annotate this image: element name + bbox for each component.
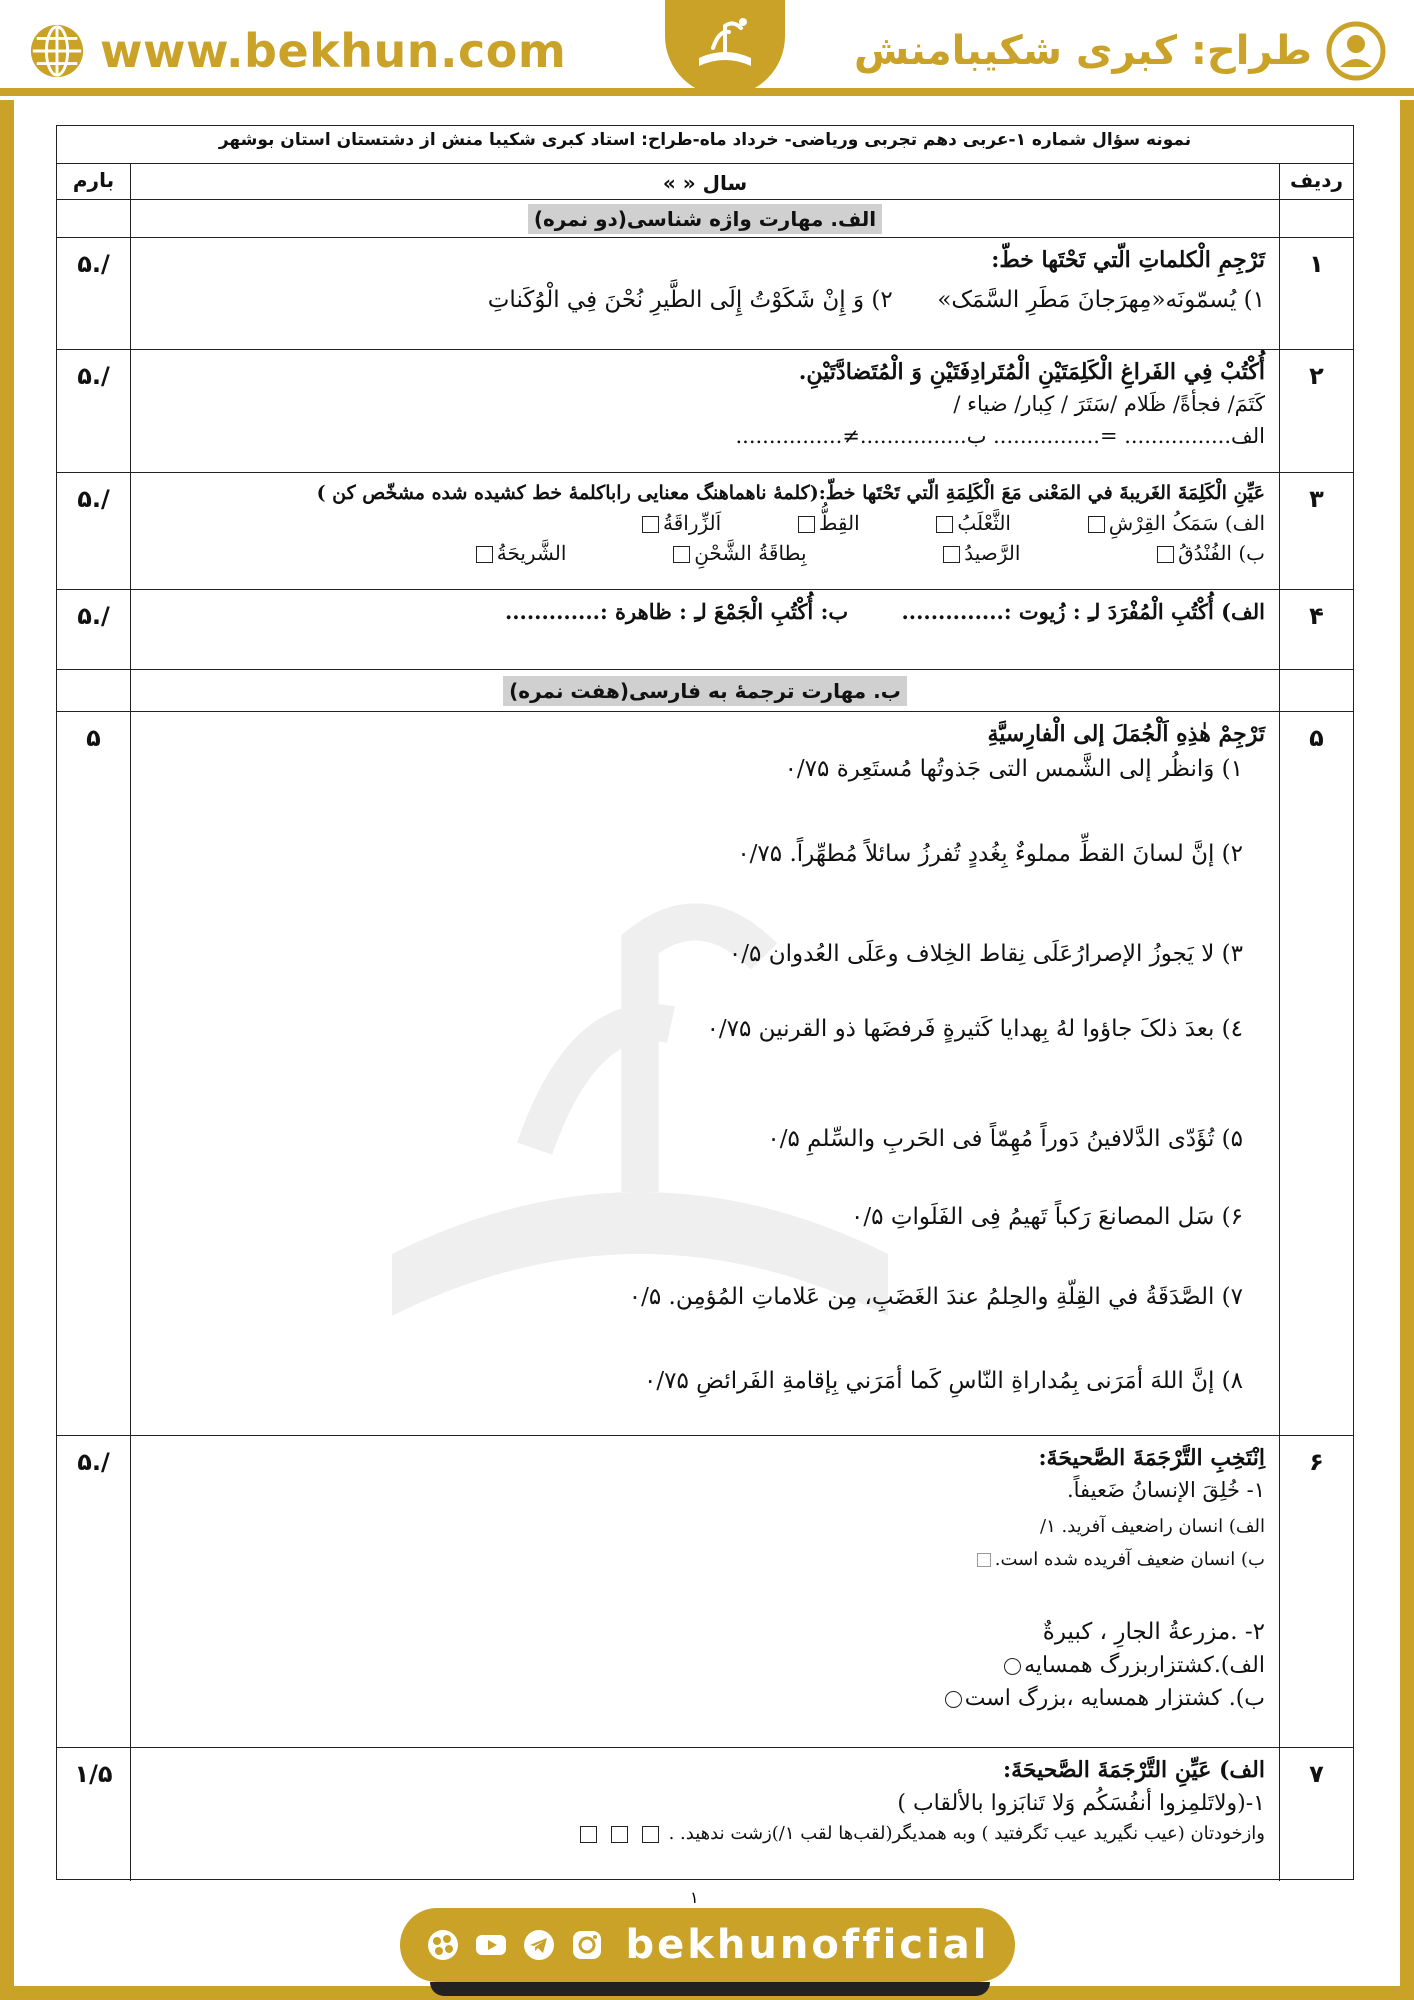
q6-s2-option-b-row (145, 1682, 1265, 1715)
question-7-row (57, 1748, 1353, 1881)
row-score (57, 670, 131, 711)
q3-b-checkbox-1[interactable] (1157, 546, 1174, 563)
q7-score: ۱/۵ (57, 1748, 131, 1881)
col-score-header: بارم (57, 164, 131, 199)
book-logo-icon (685, 8, 765, 88)
q6-s2-radio-a[interactable] (1004, 1658, 1021, 1675)
exam-sheet (56, 125, 1354, 1880)
q6-s1-option-a[interactable]: الف) انسان راضعیف آفرید. ۱/ (1040, 1515, 1265, 1537)
social-handle[interactable]: bekhunofficial (625, 1922, 990, 1968)
header-divider (0, 88, 1414, 96)
q5-sentence-7: ۷) الصَّدَقَةُ في القِلّةِ والحِلمُ عندَ الغَضَبِ، مِن عَلاماتِ المُؤمِن. ۰/۵ (628, 1284, 1243, 1310)
instagram-icon[interactable] (570, 1928, 604, 1962)
q4-score: /.۵ (57, 590, 131, 669)
q6-s2-option-a[interactable]: الف).کشتزاربزرگ همسایه (1024, 1653, 1265, 1678)
q6-sentence-1: ۱- خُلِقَ الإنسانُ ضَعیفاً. (1066, 1478, 1265, 1502)
q6-s2-option-b[interactable]: ب). کشتزار همسایه ،بزرگ است (964, 1686, 1265, 1711)
q4-part-b[interactable]: ب: أُکْتُبِ الْجَمْعَ لـِ : ظاهرة :............. (504, 599, 849, 624)
page-header (0, 0, 1414, 100)
q5-score: ۵ (57, 712, 131, 1435)
q3-b-opt-2: الرَّصیدُ (964, 540, 1021, 565)
q1-item-2: ۲) وَ إِنْ شَکَوْتُ إِلَی الطَّيرِ نُحْنَ فِي الْوُکَناتِ (487, 287, 893, 313)
globe-icon (28, 22, 86, 80)
page-number: ۱ (690, 1888, 699, 1907)
q3-title: عَيِّنِ الْکَلِمَةَ الغَريبةَ في المَعْنی مَعَ الْکَلِمَةِ الّتي تَحْتَها خطّ:(کلمهٔ ناهماهنگ معنایی راباکلمهٔ خط کشیده شده مشخّص کن ) (316, 482, 1265, 504)
q2-title: أُکْتُبْ فِي الفَراغِ الْکَلِمَتَيْنِ الْمُتَرادِفَتَيْنِ وَ الْمُتَضادَّتَيْنِ. (798, 359, 1265, 385)
q7-sentence-1: ۱-(ولاتَلمِزوا أنفُسَکُم وَلا تَنابَزوا بالألقاب ) (897, 1791, 1265, 1816)
row-number (1279, 200, 1353, 237)
q4-number: ۴ (1279, 590, 1353, 669)
q7-checkbox-3[interactable] (580, 1826, 597, 1843)
q4-line (145, 596, 1265, 629)
q6-title: اِنْتَخِبِ التَّرْجَمَةَ الصَّحيحَةَ: (1038, 1445, 1265, 1471)
q6-s2-option-a-row (145, 1649, 1265, 1682)
q7-checkbox-2[interactable] (611, 1826, 628, 1843)
q7-translation-row (145, 1820, 1265, 1847)
col-row-header: ردیف (1279, 164, 1353, 199)
question-3-row (57, 473, 1353, 590)
section-a-row (57, 200, 1353, 238)
q7-title: الف) عَيِّنِ التَّرْجَمَةَ الصَّحيحَةَ: (1002, 1757, 1265, 1783)
q5-number: ۵ (1279, 712, 1353, 1435)
q3-a-checkbox-4[interactable] (642, 516, 659, 533)
q5-sentence-3: ۳) لا یَجوزُ الإصرارُعَلَی نِقاط الخِلاف وعَلَی العُدوان ۰/۵ (728, 941, 1243, 967)
q2-words: کَتَمَ/ فجأةً/ ظَلام /سَتَرَ / کِبار/ ضیاء / (953, 392, 1265, 416)
q5-sentence-5: ۵) تُؤَدّی الدَّلافینُ دَوراً مُهِمّاً فی الحَربِ والسِّلمِ ۰/۵ (767, 1126, 1243, 1152)
q6-score: /.۵ (57, 1436, 131, 1747)
q6-s2-radio-b[interactable] (945, 1691, 962, 1708)
telegram-icon[interactable] (522, 1928, 556, 1962)
q3-b-opt-4: الشَّریحَةُ (496, 540, 567, 565)
section-b-row (57, 670, 1353, 712)
exam-title: نمونه سؤال شماره ۱-عربی دهم تجربی وریاضی- خرداد ماه-طراح: استاد کبری شکیبا منش از دشتستان استان بوشهر (218, 130, 1192, 150)
q6-sentence-2: ۲- .مزرعةُ الجارِ ، کبیرةٌ (1042, 1618, 1265, 1645)
q3-a-checkbox-2[interactable] (936, 516, 953, 533)
q3-a-opt-3: القِطُّ (818, 510, 860, 535)
social-footer (400, 1908, 1015, 1982)
aparat-icon[interactable] (426, 1928, 460, 1962)
q6-s1-option-b-row (145, 1546, 1265, 1573)
q3-options-b (145, 538, 1265, 568)
q2-score: /.۵ (57, 350, 131, 472)
q3-number: ۳ (1279, 473, 1353, 589)
website-url[interactable]: www.bekhun.com (100, 24, 567, 78)
q3-b-label: ب) (1238, 540, 1265, 565)
q3-b-checkbox-2[interactable] (943, 546, 960, 563)
q5-title: تَرْجِمْ هٰذِهِ اَلْجُمَلَ إلی الْفارِسیَّةِ (987, 721, 1265, 747)
q3-a-opt-1: سَمَکُ القِرْشِ (1108, 510, 1219, 535)
q6-number: ۶ (1279, 1436, 1353, 1747)
q7-checkbox-1[interactable] (642, 1826, 659, 1843)
q2-blanks[interactable]: الف................ =................ ب................≠................ (735, 423, 1265, 448)
col-question-header: سال « » (662, 171, 748, 195)
q5-sentence-8: ۸) إنَّ اللهَ أمَرَنی بِمُداراةِ النّاسِ کَما أمَرَني بِإقامةِ الفَرائضِ ۰/۷۵ (644, 1368, 1243, 1394)
q2-number: ۲ (1279, 350, 1353, 472)
footer-shadow (430, 1982, 990, 1996)
question-2-row (57, 350, 1353, 473)
exam-title-row (57, 126, 1353, 164)
q3-options-a (145, 508, 1265, 538)
q3-a-checkbox-3[interactable] (798, 516, 815, 533)
website-block[interactable] (28, 18, 566, 84)
q3-b-opt-1: الفُنْدُقُ (1178, 540, 1232, 565)
q1-number: ۱ (1279, 238, 1353, 349)
q7-number: ۷ (1279, 1748, 1353, 1881)
q1-items (145, 283, 1265, 318)
q3-b-checkbox-3[interactable] (673, 546, 690, 563)
q3-a-label: الف) (1224, 510, 1265, 535)
section-a-label: الف. مهارت واژه شناسی(دو نمره) (528, 204, 882, 234)
q1-score: /.۵ (57, 238, 131, 349)
q1-title: تَرْجِمِ الْکلماتِ الّتي تَحْتَها خطّ: (991, 247, 1265, 273)
q4-part-a[interactable]: الف) أُکْتُبِ الْمُفْرَدَ لـِ : زُيوت :.............. (901, 599, 1265, 624)
q5-sentence-6: ۶) سَل المصانعَ رَکباً تَهیمُ فِی الفَلَواتِ ۰/۵ (851, 1204, 1243, 1230)
question-4-row (57, 590, 1353, 670)
q5-sentence-2: ۲) إنَّ لسانَ القطِّ مملوءٌ بِغُددٍ تُفرزُ سائلاً مُطهِّراً. ۰/۷۵ (737, 841, 1243, 867)
youtube-icon[interactable] (474, 1928, 508, 1962)
q3-a-opt-4: اَلزِّراقَةُ (662, 510, 722, 535)
question-1-row (57, 238, 1353, 350)
q7-translation: وازخودتان (عیب نگیرید عیب نَگرفتید ) وبه همدیگر(لقب‌ها لقب ۱/)زشت ندهید. . (668, 1823, 1265, 1844)
row-score (57, 200, 131, 237)
q3-a-checkbox-1[interactable] (1088, 516, 1105, 533)
q3-a-opt-2: الثَّعْلَبُ (957, 510, 1011, 535)
brand-logo (665, 0, 785, 96)
section-b-label: ب. مهارت ترجمهٔ به فارسی(هفت نمره) (503, 676, 907, 706)
q5-sentence-1: ۱) وَانظُر إلی الشَّمس التی جَذوتُها مُستَعِرة ۰/۷۵ (784, 756, 1243, 782)
row-number (1279, 670, 1353, 711)
q6-s1-option-b[interactable]: ب) انسان ضعیف آفریده شده است. (994, 1548, 1265, 1570)
q3-b-checkbox-4[interactable] (476, 546, 493, 563)
table-header-row (57, 164, 1353, 200)
q6-s1-checkbox[interactable] (977, 1553, 991, 1567)
q5-sentence-4: ٤) بعدَ ذلکَ جاؤوا لهُ بِهدایا کَثیرةٍ فَرفضَها ذو القرنین ۰/۷۵ (706, 1016, 1243, 1042)
question-5-row (57, 712, 1353, 1436)
q3-score: /.۵ (57, 473, 131, 589)
designer-name: طراح: کبری شکیبامنش (854, 28, 1312, 74)
q1-item-1: ۱) یُسمّونَه«مِهرَجانَ مَطَرِ السَّمَک» (937, 287, 1265, 313)
question-6-row (57, 1436, 1353, 1748)
user-icon (1326, 21, 1386, 81)
q3-b-opt-3: بِطاقَةُ الشَّحْنِ (694, 540, 807, 565)
designer-block (854, 18, 1386, 84)
